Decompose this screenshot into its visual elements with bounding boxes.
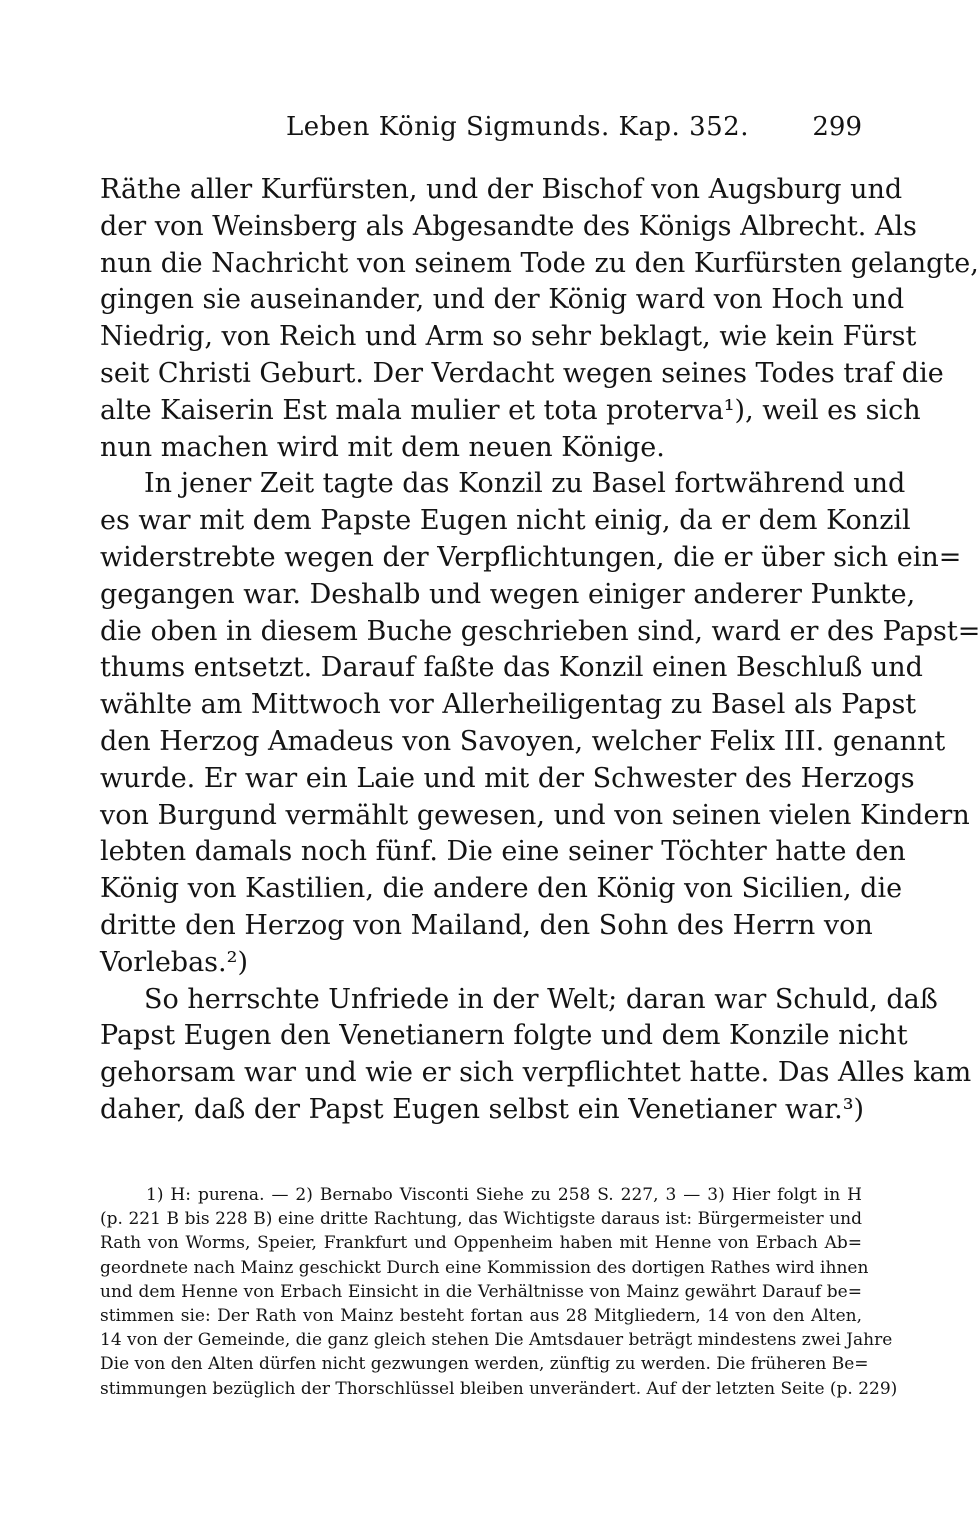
text-line: alte Kaiserin Est mala mulier et tota proterva¹), weil es sich bbox=[100, 394, 921, 426]
text-line: thums entsetzt. Darauf faßte das Konzil einen Beschluß und bbox=[100, 652, 923, 684]
text-line: wurde. Er war ein Laie und mit der Schwester des Herzogs bbox=[100, 762, 915, 794]
text-line: lebten damals noch fünf. Die eine seiner Töchter hatte den bbox=[100, 836, 906, 868]
text-line: dritte den Herzog von Mailand, den Sohn des Herrn von bbox=[100, 909, 873, 941]
text-line: von Burgund vermählt gewesen, und von seinen vielen Kindern bbox=[100, 799, 970, 831]
text-line: seit Christi Geburt. Der Verdacht wegen seines Todes traf die bbox=[100, 357, 944, 389]
text-line: gingen sie auseinander, und der König ward von Hoch und bbox=[100, 284, 905, 316]
text-line: widerstrebte wegen der Verpflichtungen, die er über sich ein= bbox=[100, 541, 962, 573]
footnote-line: 14 von der Gemeinde, die ganz gleich stehen Die Amtsdauer beträgt mindestens zwei Jahre bbox=[100, 1330, 893, 1351]
text-line: So herrschte Unfriede in der Welt; daran war Schuld, daß bbox=[144, 983, 938, 1015]
running-header bbox=[100, 112, 862, 152]
footnote-line: stimmungen bezüglich der Thorschlüssel bleiben unverändert. Auf der letzten Seite (p. 229) bbox=[100, 1378, 898, 1399]
footnote-line: Rath von Worms, Speier, Frankfurt und Oppenheim haben mit Henne von Erbach Ab= bbox=[100, 1233, 862, 1254]
text-line: gegangen war. Deshalb und wegen einiger anderer Punkte, bbox=[100, 578, 916, 610]
footnote-line: 1) H: purena. — 2) Bernabo Visconti Siehe zu 258 S. 227, 3 — 3) Hier folgt in H bbox=[146, 1185, 862, 1205]
footnote-line: stimmen sie: Der Rath von Mainz besteht fortan aus 28 Mitgliedern, 14 von den Alten, bbox=[100, 1305, 862, 1326]
body-text bbox=[100, 172, 980, 1129]
text-line: die oben in diesem Buche geschrieben sind, ward er des Papst= bbox=[100, 615, 980, 647]
footnote-line: geordnete nach Mainz geschickt Durch eine Kommission des dortigen Rathes wird ihnen bbox=[100, 1257, 869, 1278]
text-line: nun die Nachricht von seinem Tode zu den Kurfürsten gelangte, bbox=[100, 247, 979, 279]
text-line: es war mit dem Papste Eugen nicht einig, da er dem Konzil bbox=[100, 505, 911, 537]
running-title: Leben König Sigmunds. Kap. 352. bbox=[286, 112, 749, 142]
text-line: König von Kastilien, die andere den König von Sicilien, die bbox=[100, 873, 903, 905]
text-line: In jener Zeit tagte das Konzil zu Basel fortwährend und bbox=[144, 468, 906, 500]
page-number: 299 bbox=[812, 112, 862, 142]
text-line: nun machen wird mit dem neuen Könige. bbox=[100, 431, 665, 463]
text-line: der von Weinsberg als Abgesandte des Königs Albrecht. Als bbox=[100, 210, 917, 242]
footnotes bbox=[100, 1183, 898, 1401]
text-line: den Herzog Amadeus von Savoyen, welcher Felix III. genannt bbox=[100, 725, 946, 757]
footnote-line: und dem Henne von Erbach Einsicht in die Verhältnisse von Mainz gewährt Darauf be= bbox=[100, 1281, 862, 1302]
text-line: Niedrig, von Reich und Arm so sehr beklagt, wie kein Fürst bbox=[100, 321, 917, 353]
text-line: Räthe aller Kurfürsten, und der Bischof von Augsburg und bbox=[100, 174, 903, 205]
text-line: daher, daß der Papst Eugen selbst ein Venetianer war.³) bbox=[100, 1093, 865, 1125]
footnote-line: (p. 221 B bis 228 B) eine dritte Rachtung, das Wichtigste daraus ist: Bürgermeister und bbox=[100, 1209, 862, 1230]
text-line: Vorlebas.²) bbox=[100, 946, 248, 978]
text-line: wählte am Mittwoch vor Allerheiligentag zu Basel als Papst bbox=[100, 689, 917, 721]
text-line: gehorsam war und wie er sich verpflichtet hatte. Das Alles kam bbox=[100, 1057, 972, 1089]
text-line: Papst Eugen den Venetianern folgte und dem Konzile nicht bbox=[100, 1020, 908, 1052]
footnote-line: Die von den Alten dürfen nicht gezwungen werden, zünftig zu werden. Die früheren Be= bbox=[100, 1354, 869, 1375]
